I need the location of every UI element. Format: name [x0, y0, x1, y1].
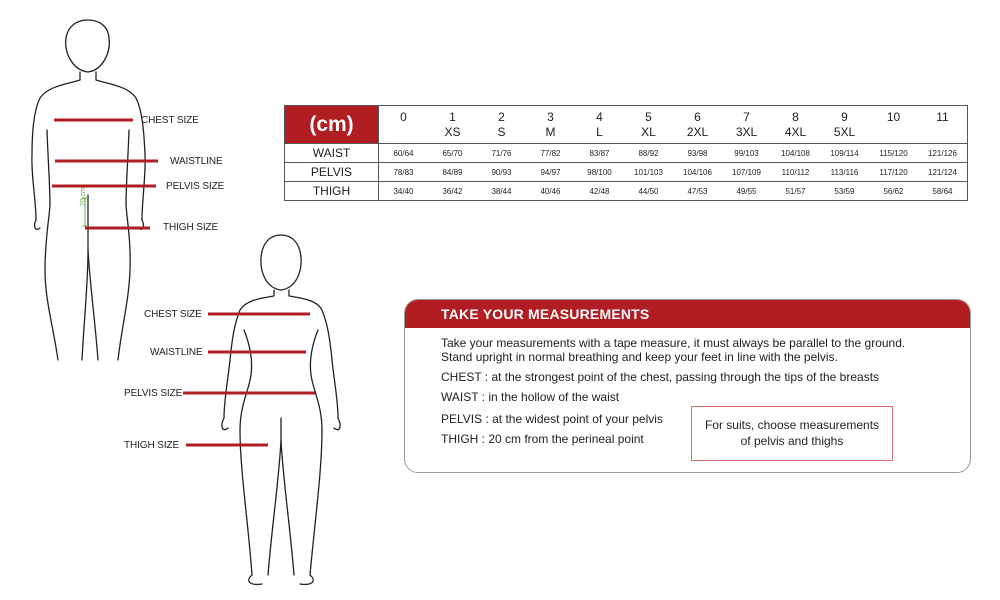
size-header-cell: 3 M: [526, 106, 575, 144]
table-row: [285, 163, 968, 182]
table-cell: 36/42: [428, 182, 477, 201]
suit-note-line: For suits, choose measurements: [704, 418, 880, 432]
female-figure: [222, 235, 340, 584]
table-cell: 121/124: [918, 163, 968, 182]
table-cell: 60/64: [379, 144, 429, 163]
measurements-panel: [404, 299, 971, 473]
instruction-line: Take your measurements with a tape measure, it must always be parallel to the ground.: [441, 336, 906, 350]
table-cell: 34/40: [379, 182, 429, 201]
row-label: THIGH: [285, 182, 379, 201]
table-cell: 110/112: [771, 163, 820, 182]
size-header-cell: 7 3XL: [722, 106, 771, 144]
table-cell: 84/89: [428, 163, 477, 182]
male-chest-label: CHEST SIZE: [141, 115, 199, 126]
size-header-cell: 1 XS: [428, 106, 477, 144]
measurements-body: [405, 328, 970, 446]
table-row: [285, 182, 968, 201]
size-header-cell: 2 S: [477, 106, 526, 144]
size-header-cell: 10: [869, 106, 918, 144]
instruction-line: Stand upright in normal breathing and keep your feet in line with the pelvis.: [441, 350, 838, 364]
table-cell: 117/120: [869, 163, 918, 182]
male-figure: [32, 20, 145, 360]
table-cell: 77/82: [526, 144, 575, 163]
table-cell: 49/55: [722, 182, 771, 201]
table-cell: 42/48: [575, 182, 624, 201]
row-label: WAIST: [285, 144, 379, 163]
unit-label: (cm): [285, 106, 379, 144]
instruction-pelvis: PELVIS : at the widest point of your pelvis: [441, 412, 663, 426]
suit-note: [691, 406, 893, 461]
table-cell: 109/114: [820, 144, 869, 163]
table-row: [285, 144, 968, 163]
table-cell: 107/109: [722, 163, 771, 182]
male-thigh-label: THIGH SIZE: [163, 222, 219, 233]
male-waist-label: WAISTLINE: [170, 156, 223, 167]
table-cell: 71/76: [477, 144, 526, 163]
size-header-cell: 8 4XL: [771, 106, 820, 144]
instruction-thigh: THIGH : 20 cm from the perineal point: [441, 432, 644, 446]
table-cell: 40/46: [526, 182, 575, 201]
table-cell: 94/97: [526, 163, 575, 182]
table-cell: 65/70: [428, 144, 477, 163]
size-header-cell: 6 2XL: [673, 106, 722, 144]
female-pelvis-label: PELVIS SIZE: [124, 388, 183, 399]
female-thigh-label: THIGH SIZE: [124, 440, 180, 451]
table-cell: 78/83: [379, 163, 429, 182]
instruction-waist: WAIST : in the hollow of the waist: [441, 390, 620, 404]
size-header-row: [285, 106, 968, 144]
female-chest-label: CHEST SIZE: [144, 309, 202, 320]
table-cell: 90/93: [477, 163, 526, 182]
male-pelvis-label: PELVIS SIZE: [166, 181, 225, 192]
table-cell: 93/98: [673, 144, 722, 163]
table-cell: 53/59: [820, 182, 869, 201]
table-cell: 101/103: [624, 163, 673, 182]
table-cell: 115/120: [869, 144, 918, 163]
table-cell: 58/64: [918, 182, 968, 201]
row-label: PELVIS: [285, 163, 379, 182]
table-cell: 51/57: [771, 182, 820, 201]
suit-note-line: of pelvis and thighs: [740, 434, 844, 448]
size-header-cell: 9 5XL: [820, 106, 869, 144]
table-cell: 98/100: [575, 163, 624, 182]
instruction-chest: CHEST : at the strongest point of the chest, passing through the tips of the breasts: [441, 370, 880, 384]
table-cell: 38/44: [477, 182, 526, 201]
size-header-cell: 4 L: [575, 106, 624, 144]
measurements-title: TAKE YOUR MEASUREMENTS: [405, 300, 970, 328]
table-cell: 83/87: [575, 144, 624, 163]
table-cell: 99/103: [722, 144, 771, 163]
table-cell: 121/126: [918, 144, 968, 163]
table-cell: 47/53: [673, 182, 722, 201]
size-table: [284, 105, 968, 201]
size-header-cell: 0: [379, 106, 429, 144]
table-cell: 104/108: [771, 144, 820, 163]
size-header-cell: 11: [918, 106, 968, 144]
table-cell: 104/106: [673, 163, 722, 182]
table-cell: 113/116: [820, 163, 869, 182]
table-cell: 44/50: [624, 182, 673, 201]
female-waist-label: WAISTLINE: [150, 347, 203, 358]
thigh-offset-label: 20 cm: [80, 187, 87, 206]
table-cell: 88/92: [624, 144, 673, 163]
table-cell: 56/62: [869, 182, 918, 201]
size-header-cell: 5 XL: [624, 106, 673, 144]
